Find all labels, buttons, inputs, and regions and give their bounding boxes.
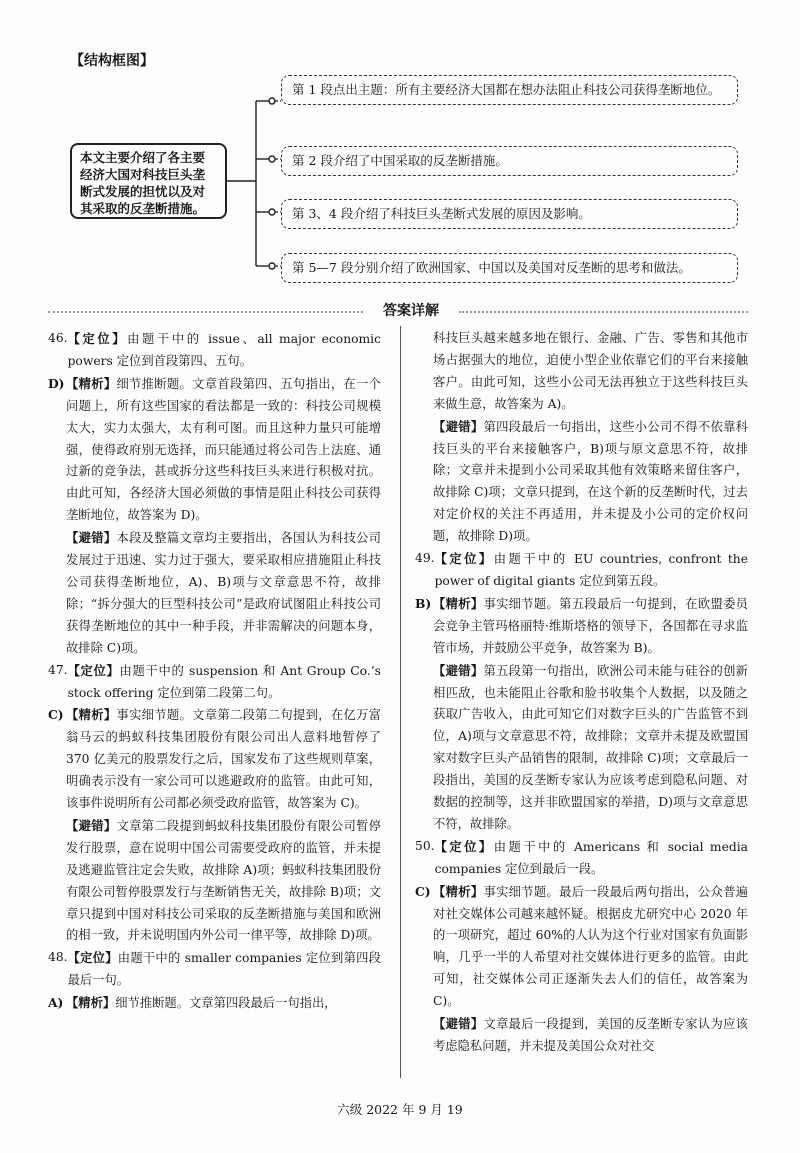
q49-number: 49. [415, 551, 435, 566]
q50-analysis [415, 881, 748, 1013]
q48-analysis-continued: 科技巨头越来越多地在银行、金融、广告、零售和其他市场占据强大的地位，迫使小型企业依靠它们的平台来接触客户。由此可知，这些小公司无法再独立于这些科技巨头来做生意，故答案为 A)。 [433, 331, 748, 411]
q48-answer: A) [48, 995, 64, 1011]
q48-number: 48. [48, 950, 68, 965]
structure-heading: 【结构框图】 [70, 53, 154, 69]
page-footer: 六级 2022 年 9 月 19 [337, 1102, 463, 1117]
branch-box-1: 第 1 段点出主题：所有主要经济大国都在想办法阻止科技公司获得垄断地位。 [281, 75, 738, 105]
q50-locate [415, 836, 748, 881]
q46-locate-tag: 【定位】 [67, 331, 128, 346]
q47-locate-text: 由题干中的 suspension 和 Ant Group Co.’s stock offering 定位到第二段第二句。 [67, 663, 381, 700]
q47-locate [48, 660, 381, 705]
q46-locate-text: 由题干中的 issue、all major economic powers 定位到首段第四、五句。 [67, 332, 381, 368]
left-column [48, 328, 381, 1015]
q46-trap-text: 本段及整篇文章均主要指出，各国认为科技公司发展过于迅速、实力过于强大，要采取相应措施阻止科技公司获得垄断地位，A)、B)项与文章意思不符，故排除；“拆分强大的巨型科技公司”是政府试图阻止科技公司获得垄断地位的其中一种手段，并非需解决的问题本身，故排除 C)项。 [66, 531, 381, 655]
right-column [415, 328, 748, 1058]
q50-locate-text: 由题干中的 Americans 和 social media companies 定位到最后一段。 [434, 839, 748, 876]
q46-analysis-tag: 【精析】 [66, 375, 117, 391]
q48-analysis-text: 细节推断题。文章第四段最后一句指出， [115, 996, 337, 1011]
q48-analysis [48, 992, 381, 1015]
divider-rule-right [459, 311, 748, 313]
q50-analysis-text: 事实细节题。最后一段最后两句指出，公众普遍对社交媒体公司越来越怀疑。根据皮尤研究中心 2020 年的一项研究，超过 60%的人认为这个行业对国家有负面影响，几乎一半的人希望对社交媒体进行更多的监管。由此可知，社交媒体公司正逐渐失去人们的信任，故答案为 C)。 [433, 884, 748, 1009]
q47-answer: C) [48, 707, 64, 723]
q46-trap [48, 527, 381, 659]
q49-answer: B) [415, 595, 432, 611]
q48-analysis-tag: 【精析】 [66, 995, 116, 1011]
q47-analysis-text: 事实细节题。文章第二段第二句提到，在亿万富翁马云的蚂蚁科技集团股份有限公司出人意料地暂停了 370 亿美元的股票发行之后，国家发布了这些规则草案，明确表示没有一家公司可以逃避政府的监管。由此可知，该事件说明所有公司都必须受政府监管，故答案为 C)。 [66, 708, 381, 811]
q47-analysis-tag: 【精析】 [66, 707, 117, 723]
branch-box-4: 第 5—7 段分别介绍了欧洲国家、中国以及美国对反垄断的思考和做法。 [281, 253, 738, 283]
q49-trap-tag: 【避错】 [433, 662, 484, 678]
q50-trap-tag: 【避错】 [433, 1016, 484, 1032]
section-divider [48, 300, 748, 322]
q46-number: 46. [48, 331, 68, 345]
q47-number: 47. [48, 662, 68, 677]
branch-box-3: 第 3、4 段介绍了科技巨头垄断式发展的原因及影响。 [281, 199, 738, 229]
q49-analysis-text: 事实细节题。第五段最后一句提到，在欧盟委员会竞争主管玛格丽特·维斯塔格的领导下，各国都在寻求监管市场，并鼓励公平竞争，故答案为 B)。 [433, 596, 748, 655]
q46-trap-tag: 【避错】 [66, 530, 117, 546]
q49-locate-text: 由题干中的 EU countries, confront the power of digital giants 定位到第五段。 [434, 552, 748, 588]
q46-analysis-text: 细节推断题。文章首段第四、五句指出，在一个问题上，所有这些国家的看法都是一致的：科技公司规模太大，实力太强大，太有利可图。而且这种力量只可能增强，使得政府别无选择，而只能通过将公司告上法庭、通过新的竞争法，甚或拆分这些科技巨头来进行积极对抗。由此可知，各经济大国必须做的事情是阻止科技公司获得垄断地位，故答案为 D)。 [66, 376, 381, 523]
q49-analysis [415, 593, 748, 660]
summary-box: 本文主要介绍了各主要经济大国对科技巨头垄断式发展的担忧以及对其采取的反垄断措施。 [70, 143, 227, 219]
q48-trap [415, 416, 748, 548]
q49-locate [415, 548, 748, 593]
q50-answer: C) [415, 883, 431, 899]
q48-trap-tag: 【避错】 [433, 418, 484, 434]
q46-answer: D) [48, 375, 65, 391]
q47-analysis [48, 704, 381, 815]
q50-number: 50. [415, 838, 435, 853]
q46-locate [48, 328, 381, 373]
q48-locate-text: 由题干中的 smaller companies 定位到第四段最后一句。 [67, 951, 381, 988]
q48-trap-text: 第四段最后一句指出，这些小公司不得不依靠科技巨头的平台来接触客户，B)项与原文意思不符，故排除；文章并未提到小公司采取其他有效策略来留住客户，故排除 C)项；文章只提到，在这个新的反垄断时代，过去对定价权的关注不再适用，并未提及小公司的定价权问题，故排除 D)项。 [433, 419, 748, 544]
q49-analysis-tag: 【精析】 [433, 595, 484, 611]
q47-locate-tag: 【定位】 [67, 662, 120, 678]
q50-trap-text: 文章最后一段提到，美国的反垄断专家认为应该考虑隐私问题，并未提及美国公众对社交 [433, 1017, 748, 1053]
q50-locate-tag: 【定位】 [434, 838, 494, 854]
section-title: 答案详解 [383, 303, 439, 319]
q49-trap-text: 第五段第一句指出，欧洲公司未能与硅谷的创新相匹敌，也未能阻止谷歌和脸书收集个人数据，以及随之获取广告收入，由此可知它们对数字巨头的广告监管不到位，A)项与文章意思不符，故排除；文章并未提及欧盟国家对数字巨头产品销售的限制，故排除 C)项；文章最后一段指出，美国的反垄断专家认为应该考虑到隐私问题、对数据的控制等，这并非欧盟国家的举措，D)项与文章意思不符，故排除。 [433, 663, 748, 831]
q47-trap-tag: 【避错】 [66, 817, 117, 833]
q49-locate-tag: 【定位】 [434, 551, 494, 567]
q48-locate-tag: 【定位】 [67, 950, 118, 966]
divider-rule-left [48, 311, 363, 313]
q49-trap [415, 660, 748, 836]
q47-trap [48, 815, 381, 947]
q50-analysis-tag: 【精析】 [433, 883, 484, 899]
q50-trap [415, 1013, 748, 1058]
branch-box-2: 第 2 段介绍了中国采取的反垄断措施。 [281, 146, 738, 176]
column-divider [400, 326, 401, 1078]
q48-locate [48, 947, 381, 992]
q47-trap-text: 文章第二段提到蚂蚁科技集团股份有限公司暂停发行股票，意在说明中国公司需要受政府的监管，并未提及逃避监管注定会失败，故排除 A)项；蚂蚁科技集团股份有限公司暂停股票发行与垄断销售无关，故排除 B)项；文章只提到中国对科技公司采取的反垄断措施与美国和欧洲的相一致，并未说明国内外公司一律平等，故排除 D)项。 [66, 818, 381, 943]
q46-analysis [48, 373, 381, 527]
